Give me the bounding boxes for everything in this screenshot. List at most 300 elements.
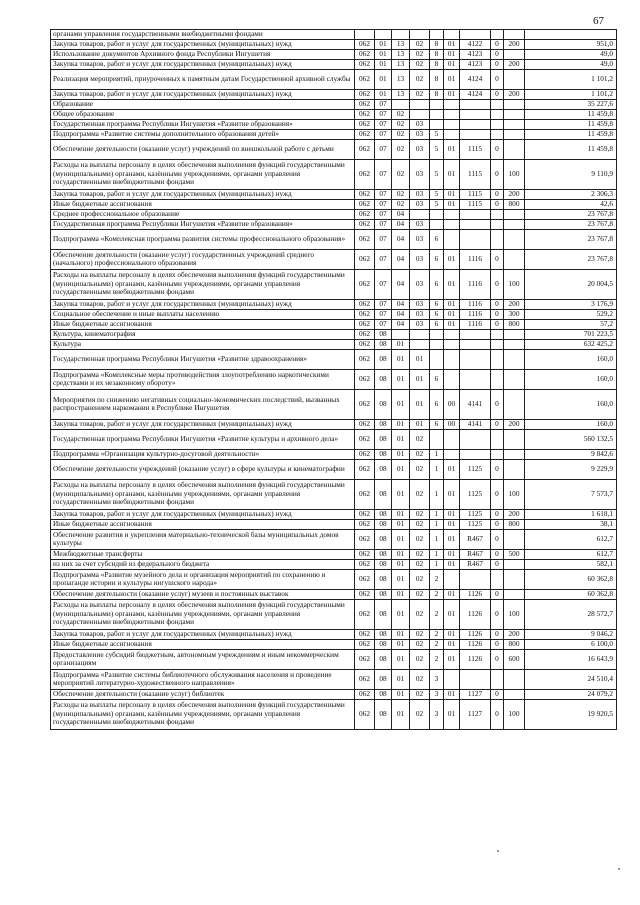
budget-code-cell: 07 [375,139,392,159]
budget-code-cell: 062 [355,139,375,159]
budget-code-cell: 07 [375,199,392,209]
budget-code-cell [444,449,460,459]
budget-code-cell: 07 [375,219,392,229]
budget-code-cell: 02 [410,69,430,89]
budget-code-cell [444,339,460,349]
budget-code-cell: 04 [392,249,410,269]
budget-code-cell: 03 [410,229,430,249]
budget-code-cell: 01 [410,369,430,389]
budget-code-cell: 13 [392,39,410,49]
budget-code-cell: 07 [375,229,392,249]
budget-code-cell: 03 [410,219,430,229]
budget-code-cell: 01 [444,459,460,479]
expense-item-name: Обеспечение развития и укрепления материально-технической базы муниципальных домов культуры [51,529,355,549]
budget-code-cell: 02 [392,109,410,119]
budget-code-cell: 01 [444,689,460,699]
budget-code-cell [504,389,525,419]
budget-code-cell [504,449,525,459]
budget-code-cell [460,669,491,689]
budget-code-cell: 07 [375,129,392,139]
budget-code-cell: 07 [375,189,392,199]
amount-cell: 1 101,2 [525,89,617,99]
budget-code-cell: 2 [430,599,444,629]
budget-code-cell: 08 [375,429,392,449]
budget-code-cell: 04 [392,209,410,219]
budget-code-cell [444,99,460,109]
budget-code-cell [491,339,504,349]
budget-code-cell: 02 [410,589,430,599]
budget-code-cell: 0 [491,69,504,89]
budget-code-cell: 03 [410,299,430,309]
budget-code-cell: 6 [430,269,444,299]
budget-code-cell: 062 [355,229,375,249]
budget-code-cell [444,209,460,219]
amount-cell: 7 573,7 [525,479,617,509]
budget-code-cell: 800 [504,519,525,529]
budget-code-cell [491,669,504,689]
budget-code-cell: 062 [355,299,375,309]
budget-code-cell [491,129,504,139]
budget-code-cell: 01 [392,699,410,729]
budget-code-cell [504,339,525,349]
budget-code-cell [460,329,491,339]
budget-code-cell: 01 [444,199,460,209]
budget-code-cell: 03 [410,139,430,159]
budget-code-cell: 0 [491,389,504,419]
amount-cell: 612,7 [525,529,617,549]
amount-cell: 49,0 [525,49,617,59]
budget-code-cell: 02 [410,689,430,699]
budget-code-cell: 8 [430,59,444,69]
budget-code-cell: 13 [392,89,410,99]
budget-code-cell: 062 [355,549,375,559]
scan-speck [497,850,499,852]
table-row [51,519,617,529]
budget-code-cell: 5 [430,199,444,209]
budget-code-cell: 02 [392,129,410,139]
budget-code-cell: 062 [355,429,375,449]
budget-code-cell [430,109,444,119]
table-row [51,639,617,649]
budget-code-cell: 1 [430,559,444,569]
budget-code-cell: 4124 [460,69,491,89]
budget-code-cell: 01 [375,89,392,99]
budget-code-cell: 062 [355,199,375,209]
budget-code-cell: 01 [392,559,410,569]
expense-item-name: Подпрограмма «Развитие музейного дела и организация мероприятий по сохранению и пропаганде истории и культуры ингушского народа» [51,569,355,589]
table-row [51,229,617,249]
budget-code-cell: 3 [430,669,444,689]
budget-code-cell: 1126 [460,589,491,599]
budget-code-cell: 01 [392,479,410,509]
table-row [51,449,617,459]
table-row [51,329,617,339]
budget-code-cell [430,30,444,40]
page-number: 67 [593,15,604,27]
table-row [51,129,617,139]
budget-code-cell [460,569,491,589]
amount-cell: 160,0 [525,389,617,419]
amount-cell: 3 176,9 [525,299,617,309]
budget-code-cell: 01 [444,639,460,649]
expense-item-name: Иные бюджетные ассигнования [51,199,355,209]
budget-code-cell: R467 [460,529,491,549]
budget-code-cell [460,219,491,229]
table-row [51,599,617,629]
budget-code-cell: 0 [491,699,504,729]
budget-code-cell: 0 [491,629,504,639]
budget-code-cell: 01 [444,299,460,309]
budget-code-cell: 02 [392,189,410,199]
budget-code-cell: 062 [355,59,375,69]
budget-code-cell: 08 [375,599,392,629]
budget-code-cell: 0 [491,39,504,49]
budget-code-cell: 02 [410,699,430,729]
budget-code-cell: 04 [392,229,410,249]
budget-code-cell: 6 [430,299,444,309]
budget-code-cell: 4123 [460,59,491,69]
budget-code-cell: 0 [491,649,504,669]
budget-code-cell: 1127 [460,699,491,729]
budget-code-cell: 0 [491,49,504,59]
budget-code-cell [460,349,491,369]
budget-code-cell [504,529,525,549]
budget-code-cell: 6 [430,229,444,249]
budget-code-cell: 5 [430,139,444,159]
budget-code-cell: 08 [375,559,392,569]
expense-item-name: Закупка товаров, работ и услуг для государственных (муниципальных) нужд [51,39,355,49]
budget-code-cell: 2 [430,589,444,599]
table-row [51,429,617,449]
table-row [51,249,617,269]
budget-code-cell: 062 [355,319,375,329]
budget-code-cell: 01 [444,509,460,519]
budget-code-cell: 062 [355,569,375,589]
table-row [51,89,617,99]
amount-cell: 16 643,9 [525,649,617,669]
budget-code-cell [491,429,504,449]
expense-item-name: Закупка товаров, работ и услуг для государственных (муниципальных) нужд [51,629,355,639]
table-row [51,99,617,109]
budget-code-cell: 01 [392,689,410,699]
budget-code-cell: 1126 [460,599,491,629]
budget-code-cell: 062 [355,389,375,419]
budget-code-cell: 2 [430,649,444,669]
budget-code-cell: 02 [410,639,430,649]
budget-code-cell: 1125 [460,479,491,509]
expense-item-name: Образование [51,99,355,109]
amount-cell: 35 227,6 [525,99,617,109]
budget-code-cell: 0 [491,459,504,479]
budget-code-cell [491,119,504,129]
budget-code-cell: 1116 [460,299,491,309]
budget-code-cell: 200 [504,509,525,519]
budget-code-cell: 02 [410,559,430,569]
budget-code-cell [444,569,460,589]
budget-code-cell [410,109,430,119]
budget-code-cell: 062 [355,329,375,339]
budget-code-cell: 01 [392,369,410,389]
budget-code-cell: 6 [430,249,444,269]
budget-code-cell [504,219,525,229]
expense-item-name: Обеспечение деятельности учреждений (оказание услуг) в сфере культуры и кинематографии [51,459,355,479]
budget-code-cell: 062 [355,189,375,199]
budget-code-cell: 4141 [460,419,491,429]
amount-cell: 160,0 [525,369,617,389]
budget-code-cell: 02 [410,529,430,549]
budget-code-cell [491,30,504,40]
budget-table [50,29,617,730]
budget-code-cell: 02 [392,119,410,129]
budget-code-cell [392,99,410,109]
budget-code-cell: 07 [375,119,392,129]
table-row [51,109,617,119]
budget-code-cell [504,209,525,219]
amount-cell: 701 223,5 [525,329,617,339]
budget-code-cell: 02 [392,199,410,209]
budget-code-cell: 00 [444,419,460,429]
budget-code-cell: 01 [392,339,410,349]
budget-code-cell: 0 [491,419,504,429]
table-row [51,199,617,209]
budget-code-cell: 1 [430,509,444,519]
amount-cell: 11 459,8 [525,109,617,119]
budget-code-cell: 08 [375,389,392,419]
budget-code-cell [504,249,525,269]
budget-code-cell [504,369,525,389]
budget-code-cell [491,229,504,249]
table-row [51,219,617,229]
budget-code-cell [460,109,491,119]
expense-item-name: Государственная программа Республики Ингушетия «Развитие образования» [51,119,355,129]
budget-code-cell: 5 [430,159,444,189]
budget-code-cell: 01 [444,529,460,549]
budget-code-cell: 01 [444,629,460,639]
budget-code-cell [491,369,504,389]
budget-code-cell: 0 [491,689,504,699]
budget-code-cell: 062 [355,99,375,109]
budget-code-cell: 062 [355,669,375,689]
budget-code-cell [444,119,460,129]
budget-code-cell [392,329,410,339]
budget-code-cell: 01 [444,559,460,569]
budget-code-cell [430,99,444,109]
expense-item-name: Закупка товаров, работ и услуг для государственных (муниципальных) нужд [51,419,355,429]
budget-code-cell: 0 [491,269,504,299]
amount-cell: 612,7 [525,549,617,559]
budget-code-cell: 3 [430,699,444,729]
budget-code-cell [460,209,491,219]
budget-code-cell: 062 [355,589,375,599]
budget-code-cell [460,339,491,349]
budget-code-cell: 01 [444,59,460,69]
budget-code-cell: 04 [392,219,410,229]
amount-cell: 1 101,2 [525,69,617,89]
budget-code-cell: 01 [392,629,410,639]
budget-code-cell: 062 [355,249,375,269]
budget-code-cell: 07 [375,299,392,309]
budget-code-cell: 01 [392,519,410,529]
budget-code-cell: 01 [444,39,460,49]
budget-code-cell: 01 [392,569,410,589]
budget-code-cell: 08 [375,699,392,729]
budget-code-cell [504,329,525,339]
budget-code-cell [460,429,491,449]
expense-item-name: Предоставление субсидий бюджетным, автономным учреждениям и иным некоммерческим организациям [51,649,355,669]
amount-cell: 11 459,8 [525,129,617,139]
budget-code-cell: 0 [491,519,504,529]
budget-code-cell: 0 [491,299,504,309]
amount-cell [525,30,617,40]
budget-code-cell: 1126 [460,629,491,639]
budget-code-cell: 07 [375,99,392,109]
budget-code-cell: 800 [504,199,525,209]
budget-code-cell [444,109,460,119]
amount-cell: 1 618,1 [525,509,617,519]
amount-cell: 38,1 [525,519,617,529]
budget-code-cell [375,30,392,40]
budget-code-cell: 200 [504,189,525,199]
budget-code-cell [504,459,525,479]
budget-code-cell [491,109,504,119]
budget-code-cell: 08 [375,519,392,529]
budget-code-cell: 0 [491,549,504,559]
budget-code-cell [504,589,525,599]
expense-item-name: Государственная программа Республики Ингушетия «Развитие здравоохранения» [51,349,355,369]
budget-code-cell: 4124 [460,89,491,99]
expense-item-name: Государственная программа Республики Ингушетия «Развитие образования» [51,219,355,229]
budget-code-cell [504,69,525,89]
budget-code-cell: 03 [410,159,430,189]
amount-cell: 42,6 [525,199,617,209]
table-row [51,319,617,329]
table-row [51,649,617,669]
table-row [51,559,617,569]
budget-code-cell: 01 [444,319,460,329]
budget-code-cell: 1115 [460,139,491,159]
budget-code-cell [430,339,444,349]
amount-cell: 24 510,4 [525,669,617,689]
amount-cell: 23 767,8 [525,219,617,229]
budget-code-cell [491,219,504,229]
budget-code-cell: 200 [504,39,525,49]
budget-code-cell: 01 [392,669,410,689]
budget-code-cell [410,339,430,349]
budget-code-cell: 01 [444,189,460,199]
budget-code-cell: 01 [375,39,392,49]
budget-code-cell: 2 [430,569,444,589]
budget-code-cell [460,229,491,249]
budget-code-cell: 062 [355,119,375,129]
budget-code-cell: 04 [392,319,410,329]
amount-cell: 11 459,8 [525,119,617,129]
budget-code-cell: 08 [375,569,392,589]
budget-code-cell: 6 [430,309,444,319]
budget-code-cell: 01 [444,549,460,559]
budget-code-cell: 08 [375,339,392,349]
budget-code-cell: 02 [410,599,430,629]
budget-code-cell: 03 [410,199,430,209]
budget-code-cell [504,689,525,699]
budget-code-cell: 01 [410,419,430,429]
budget-code-cell: 0 [491,559,504,569]
budget-code-cell [491,209,504,219]
budget-code-cell: 03 [410,309,430,319]
amount-cell: 23 767,8 [525,209,617,219]
budget-code-cell: 01 [444,269,460,299]
budget-code-cell [460,369,491,389]
budget-code-cell: 8 [430,69,444,89]
budget-code-cell: 02 [392,159,410,189]
budget-code-cell [444,429,460,449]
budget-code-cell: 08 [375,669,392,689]
budget-code-cell: 08 [375,479,392,509]
budget-code-cell [504,559,525,569]
expense-item-name: Расходы на выплаты персоналу в целях обеспечения выполнения функций государственными (муниципальными) органами, казёнными учреждениями, органами управления государственными внебюджетными фондами [51,699,355,729]
table-row [51,339,617,349]
budget-code-cell: 07 [375,209,392,219]
table-row [51,369,617,389]
budget-code-cell: 02 [410,429,430,449]
budget-code-cell: 02 [410,549,430,559]
budget-code-cell: 04 [392,299,410,309]
budget-code-cell: 08 [375,449,392,459]
budget-code-cell: 02 [410,89,430,99]
budget-code-cell [504,569,525,589]
expense-item-name: Иные бюджетные ассигнования [51,639,355,649]
expense-item-name: Закупка товаров, работ и услуг для государственных (муниципальных) нужд [51,189,355,199]
budget-code-cell: 01 [444,309,460,319]
budget-code-cell: 08 [375,349,392,369]
budget-code-cell: 01 [444,139,460,159]
budget-code-cell: 08 [375,369,392,389]
amount-cell: 160,0 [525,349,617,369]
expense-item-name: органами управления государственными внебюджетными фондами [51,30,355,40]
budget-code-cell: 1126 [460,649,491,669]
budget-code-cell: 0 [491,159,504,189]
budget-code-cell: 07 [375,319,392,329]
budget-code-cell: 01 [392,549,410,559]
expense-item-name: Подпрограмма «Развитие системы библиотечного обслуживания населения и проведение мероприятий литературно-художественного направления» [51,669,355,689]
budget-code-cell: 062 [355,639,375,649]
budget-code-cell: 062 [355,449,375,459]
table-row [51,349,617,369]
budget-code-cell [444,229,460,249]
budget-code-cell: 02 [410,629,430,639]
budget-code-cell: 1 [430,459,444,479]
budget-code-cell [444,219,460,229]
budget-code-cell: 1116 [460,309,491,319]
budget-code-cell: 0 [491,639,504,649]
budget-code-cell: 062 [355,49,375,59]
expense-item-name: Расходы на выплаты персоналу в целях обеспечения выполнения функций государственными (муниципальными) органами, казёнными учреждениями, органами управления государственными внебюджетными фондами [51,269,355,299]
amount-cell: 560 132,5 [525,429,617,449]
budget-code-cell: 062 [355,699,375,729]
table-row [51,589,617,599]
expense-item-name: Межбюджетные трансферты [51,549,355,559]
budget-code-cell: 07 [375,269,392,299]
budget-code-cell: 5 [430,189,444,199]
budget-code-cell: 100 [504,599,525,629]
budget-code-cell: 03 [410,249,430,269]
amount-cell: 9 110,9 [525,159,617,189]
budget-code-cell [504,49,525,59]
budget-code-cell: 01 [444,649,460,669]
budget-code-cell [504,119,525,129]
amount-cell: 2 306,3 [525,189,617,199]
amount-cell: 9 842,6 [525,449,617,459]
budget-code-cell: 1127 [460,689,491,699]
